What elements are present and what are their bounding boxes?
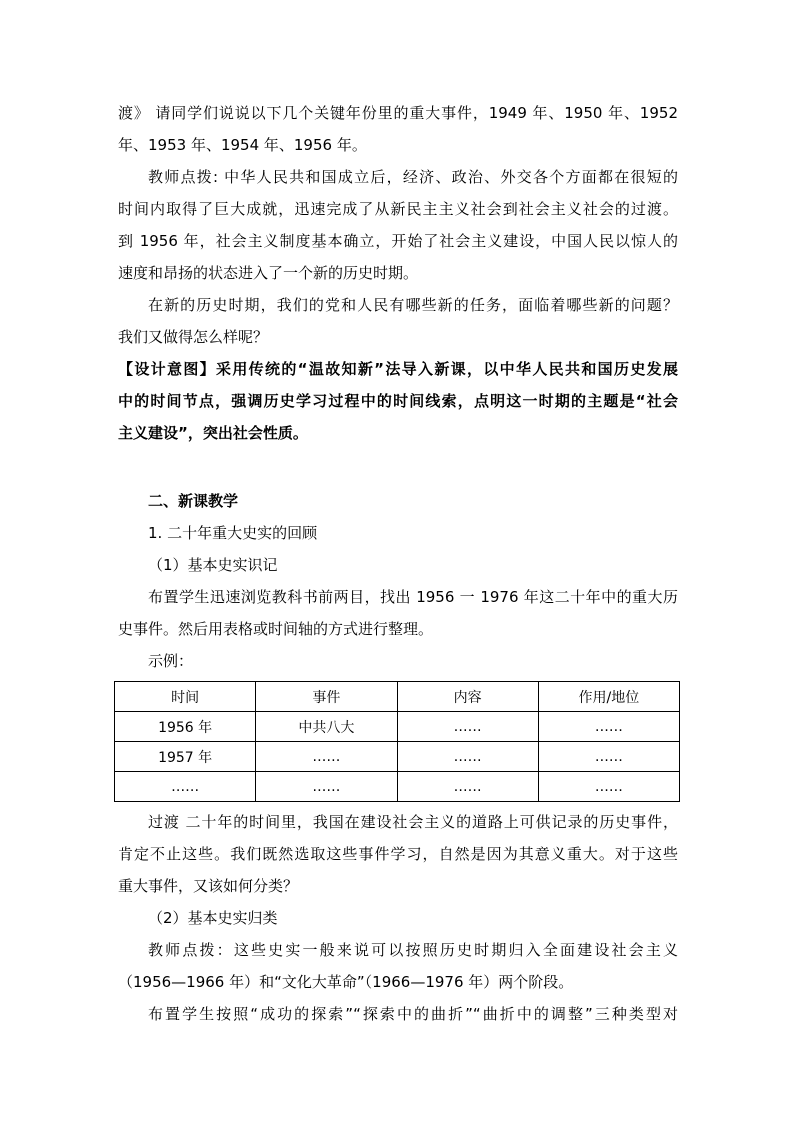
table-cell: …… [538, 772, 679, 802]
teacher-note-line-1: 教师点拨: 中华人民共和国成立后，经济、政治、外交各个方面都在很短的 [148, 168, 678, 186]
teacher-note-line-2: 时间内取得了巨大成就，迅速完成了从新民主主义社会到社会主义社会的过渡。 [118, 200, 678, 218]
table-cell: …… [256, 772, 397, 802]
table-header-event: 事件 [256, 682, 397, 712]
transition-line-3: 重大事件，又该如何分类？ [118, 877, 299, 895]
table-header-row [115, 682, 680, 712]
section-spacer [118, 449, 678, 483]
intro-line-1: 渡》 请同学们说说以下几个关键年份里的重大事件，1949 年、1950 年、1952 [118, 104, 678, 122]
table-header-content: 内容 [397, 682, 538, 712]
table-row [115, 712, 680, 742]
design-intent-line-1: 【设计意图】采用传统的“温故知新”法导入新课，以中华人民共和国历史发展 [118, 360, 678, 378]
transition-line-2: 肯定不止这些。我们既然选取这些事件学习，自然是因为其意义重大。对于这些 [118, 845, 678, 863]
assignment-line-2: 史事件。然后用表格或时间轴的方式进行整理。 [118, 620, 434, 638]
table-header-role: 作用/地位 [538, 682, 679, 712]
table-cell: …… [538, 742, 679, 772]
transition-line-1: 过渡 二十年的时间里，我国在建设社会主义的道路上可供记录的历史事件， [148, 813, 678, 831]
document-page [118, 97, 678, 1030]
assignment-2-line-1: 布置学生按照“成功的探索”“探索中的曲折”“曲折中的调整”三种类型对 [148, 1005, 678, 1023]
subsection-heading-1: 1. 二十年重大史实的回顾 [148, 524, 318, 542]
subsection-heading-1-1: （1）基本史实识记 [148, 556, 278, 574]
table-cell: …… [256, 742, 397, 772]
design-intent-line-2: 中的时间节点，强调历史学习过程中的时间线索，点明这一时期的主题是“社会 [118, 392, 678, 410]
teacher-note-2-line-1: 教师点拨：这些史实一般来说可以按照历史时期归入全面建设社会主义 [148, 941, 678, 959]
table-row [115, 772, 680, 802]
teacher-note-line-4: 速度和昂扬的状态进入了一个新的历史时期。 [118, 264, 419, 282]
design-intent-line-3: 主义建设”，突出社会性质。 [118, 424, 308, 442]
table-cell: …… [115, 772, 256, 802]
table-cell: 1956 年 [115, 712, 256, 742]
teacher-note-line-3: 到 1956 年，社会主义制度基本确立，开始了社会主义建设，中国人民以惊人的 [118, 232, 678, 250]
section-heading: 二、新课教学 [148, 492, 239, 510]
example-label: 示例： [148, 652, 194, 670]
teacher-note-2-line-2: （1956—1966 年）和“文化大革命”（1966—1976 年）两个阶段。 [118, 973, 574, 991]
table-cell: …… [397, 772, 538, 802]
table-header-time: 时间 [115, 682, 256, 712]
question-line-2: 我们又做得怎么样呢？ [118, 328, 269, 346]
assignment-line-1: 布置学生迅速浏览教科书前两目，找出 1956 一 1976 年这二十年中的重大历 [148, 588, 678, 606]
subsection-heading-1-2: （2）基本史实归类 [148, 909, 278, 927]
table-cell: …… [538, 712, 679, 742]
table-cell: …… [397, 742, 538, 772]
table-cell: 中共八大 [256, 712, 397, 742]
intro-line-2: 年、1953 年、1954 年、1956 年。 [118, 136, 367, 154]
table-cell: 1957 年 [115, 742, 256, 772]
table-cell: …… [397, 712, 538, 742]
table-row [115, 742, 680, 772]
example-table [114, 681, 680, 802]
question-line-1: 在新的历史时期，我们的党和人民有哪些新的任务，面临着哪些新的问题？ [148, 296, 678, 314]
